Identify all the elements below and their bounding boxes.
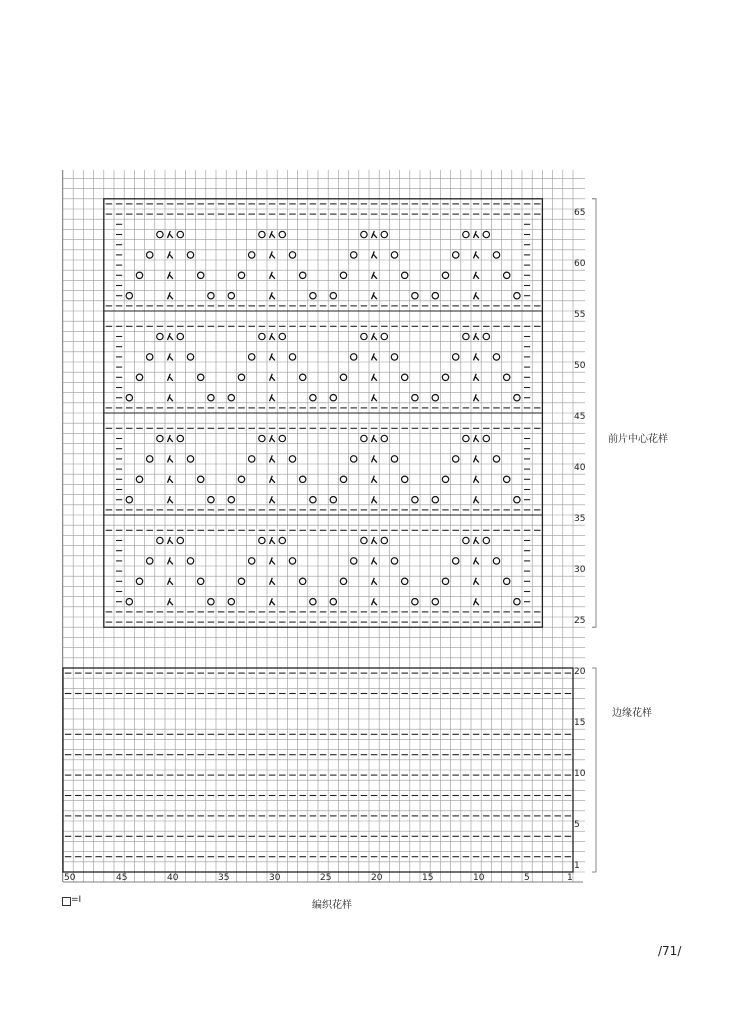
decrease-symbol — [270, 557, 275, 564]
yarn-over-symbol — [463, 435, 469, 441]
row-number: 10 — [574, 769, 586, 780]
decrease-symbol — [372, 394, 377, 401]
yarn-over-symbol — [391, 456, 397, 462]
yarn-over-symbol — [136, 272, 142, 278]
legend-text: =Ⅰ — [71, 895, 82, 905]
yarn-over-symbol — [238, 374, 244, 380]
row-number: 65 — [574, 208, 586, 219]
yarn-over-symbol — [442, 374, 448, 380]
decrease-symbol — [474, 476, 479, 483]
decrease-symbol — [474, 578, 479, 585]
column-number: 25 — [320, 873, 332, 883]
decrease-symbol — [474, 374, 479, 381]
yarn-over-symbol — [412, 293, 418, 299]
column-number: 50 — [64, 873, 76, 883]
yarn-over-symbol — [412, 599, 418, 605]
yarn-over-symbol — [463, 231, 469, 237]
yarn-over-symbol — [504, 578, 510, 584]
decrease-symbol — [474, 333, 479, 340]
yarn-over-symbol — [402, 578, 408, 584]
decrease-symbol — [270, 333, 275, 340]
yarn-over-symbol — [310, 599, 316, 605]
yarn-over-symbol — [310, 395, 316, 401]
decrease-symbol — [372, 272, 377, 279]
yarn-over-symbol — [208, 395, 214, 401]
yarn-over-symbol — [504, 374, 510, 380]
yarn-over-symbol — [249, 558, 255, 564]
decrease-symbol — [372, 455, 377, 462]
yarn-over-symbol — [157, 231, 163, 237]
yarn-over-symbol — [238, 578, 244, 584]
column-number: 20 — [371, 873, 383, 883]
yarn-over-symbol — [493, 558, 499, 564]
yarn-over-symbol — [391, 558, 397, 564]
column-number: 35 — [218, 873, 230, 883]
yarn-over-symbol — [300, 272, 306, 278]
row-number: 40 — [574, 463, 586, 474]
row-number: 1 — [574, 860, 580, 871]
yarn-over-symbol — [177, 333, 183, 339]
column-number: 30 — [269, 873, 281, 883]
yarn-over-symbol — [330, 497, 336, 503]
yarn-over-symbol — [391, 252, 397, 258]
yarn-over-symbol — [198, 578, 204, 584]
yarn-over-symbol — [330, 599, 336, 605]
decrease-symbol — [474, 435, 479, 442]
upper-bracket — [592, 199, 596, 627]
yarn-over-symbol — [310, 497, 316, 503]
yarn-over-symbol — [432, 293, 438, 299]
decrease-symbol — [372, 537, 377, 544]
yarn-over-symbol — [432, 395, 438, 401]
yarn-over-symbol — [330, 293, 336, 299]
yarn-over-symbol — [453, 456, 459, 462]
decrease-symbol — [168, 578, 173, 585]
page-number: /71/ — [658, 944, 682, 958]
yarn-over-symbol — [483, 435, 489, 441]
yarn-over-symbol — [187, 558, 193, 564]
yarn-over-symbol — [289, 558, 295, 564]
yarn-over-symbol — [463, 537, 469, 543]
yarn-over-symbol — [453, 354, 459, 360]
yarn-over-symbol — [340, 272, 346, 278]
decrease-symbol — [270, 394, 275, 401]
yarn-over-symbol — [289, 456, 295, 462]
yarn-over-symbol — [340, 476, 346, 482]
yarn-over-symbol — [300, 578, 306, 584]
yarn-over-symbol — [228, 395, 234, 401]
decrease-symbol — [372, 251, 377, 258]
yarn-over-symbol — [187, 252, 193, 258]
decrease-symbol — [168, 374, 173, 381]
lower-section-label: 边缘花样 — [612, 708, 652, 719]
yarn-over-symbol — [381, 435, 387, 441]
yarn-over-symbol — [228, 497, 234, 503]
yarn-over-symbol — [136, 476, 142, 482]
yarn-over-symbol — [259, 537, 265, 543]
yarn-over-symbol — [147, 558, 153, 564]
row-number: 30 — [574, 565, 586, 576]
yarn-over-symbol — [483, 333, 489, 339]
legend-blank-cell — [62, 897, 71, 906]
row-number: 20 — [574, 667, 586, 678]
yarn-over-symbol — [483, 231, 489, 237]
yarn-over-symbol — [493, 252, 499, 258]
yarn-over-symbol — [249, 252, 255, 258]
section-brackets — [592, 199, 596, 872]
yarn-over-symbol — [136, 374, 142, 380]
yarn-over-symbol — [177, 231, 183, 237]
decrease-symbol — [372, 353, 377, 360]
decrease-symbol — [168, 598, 173, 605]
yarn-over-symbol — [483, 537, 489, 543]
row-number: 45 — [574, 412, 586, 423]
yarn-over-symbol — [361, 435, 367, 441]
yarn-over-symbol — [228, 293, 234, 299]
yarn-over-symbol — [289, 354, 295, 360]
yarn-over-symbol — [249, 456, 255, 462]
yarn-over-symbol — [126, 395, 132, 401]
decrease-symbol — [270, 537, 275, 544]
decrease-symbol — [270, 272, 275, 279]
yarn-over-symbol — [126, 599, 132, 605]
decrease-symbol — [270, 292, 275, 299]
decrease-symbol — [372, 598, 377, 605]
yarn-over-symbol — [351, 354, 357, 360]
column-number: 10 — [473, 873, 485, 883]
yarn-over-symbol — [126, 293, 132, 299]
decrease-symbol — [270, 455, 275, 462]
decrease-symbol — [168, 292, 173, 299]
yarn-over-symbol — [330, 395, 336, 401]
decrease-symbol — [168, 537, 173, 544]
decrease-symbol — [168, 333, 173, 340]
decrease-symbol — [372, 557, 377, 564]
yarn-over-symbol — [177, 537, 183, 543]
yarn-over-symbol — [157, 537, 163, 543]
yarn-over-symbol — [300, 374, 306, 380]
yarn-over-symbol — [279, 231, 285, 237]
yarn-over-symbol — [514, 395, 520, 401]
yarn-over-symbol — [442, 476, 448, 482]
decrease-symbol — [372, 476, 377, 483]
decrease-symbol — [168, 353, 173, 360]
decrease-symbol — [372, 374, 377, 381]
lower-bracket — [592, 668, 596, 872]
yarn-over-symbol — [361, 333, 367, 339]
decrease-symbol — [168, 455, 173, 462]
yarn-over-symbol — [504, 476, 510, 482]
yarn-over-symbol — [381, 537, 387, 543]
yarn-over-symbol — [300, 476, 306, 482]
yarn-over-symbol — [412, 497, 418, 503]
chart-caption: 编织花样 — [312, 900, 352, 911]
yarn-over-symbol — [259, 435, 265, 441]
yarn-over-symbol — [493, 354, 499, 360]
row-number: 5 — [574, 820, 580, 831]
yarn-over-symbol — [279, 333, 285, 339]
yarn-over-symbol — [208, 497, 214, 503]
yarn-over-symbol — [361, 231, 367, 237]
yarn-over-symbol — [157, 333, 163, 339]
yarn-over-symbol — [351, 558, 357, 564]
yarn-over-symbol — [493, 456, 499, 462]
decrease-symbol — [474, 394, 479, 401]
decrease-symbol — [474, 496, 479, 503]
decrease-symbol — [270, 578, 275, 585]
column-number: 1 — [567, 873, 573, 883]
decrease-symbol — [168, 272, 173, 279]
yarn-over-symbol — [340, 374, 346, 380]
yarn-over-symbol — [228, 599, 234, 605]
decrease-symbol — [372, 292, 377, 299]
yarn-over-symbol — [351, 252, 357, 258]
yarn-over-symbol — [453, 252, 459, 258]
decrease-symbol — [372, 435, 377, 442]
yarn-over-symbol — [279, 435, 285, 441]
yarn-over-symbol — [187, 354, 193, 360]
row-number: 60 — [574, 259, 586, 270]
yarn-over-symbol — [177, 435, 183, 441]
decrease-symbol — [372, 578, 377, 585]
yarn-over-symbol — [259, 333, 265, 339]
decrease-symbol — [270, 231, 275, 238]
decrease-symbol — [372, 333, 377, 340]
decrease-symbol — [474, 353, 479, 360]
yarn-over-symbol — [463, 333, 469, 339]
yarn-over-symbol — [279, 537, 285, 543]
decrease-symbol — [168, 231, 173, 238]
decrease-symbol — [372, 231, 377, 238]
upper-section-label: 前片中心花样 — [608, 434, 668, 445]
yarn-over-symbol — [147, 456, 153, 462]
yarn-over-symbol — [514, 497, 520, 503]
column-number: 5 — [524, 873, 530, 883]
yarn-over-symbol — [198, 272, 204, 278]
decrease-symbol — [270, 353, 275, 360]
decrease-symbol — [270, 496, 275, 503]
yarn-over-symbol — [514, 599, 520, 605]
yarn-over-symbol — [238, 272, 244, 278]
yarn-over-symbol — [289, 252, 295, 258]
yarn-over-symbol — [187, 456, 193, 462]
yarn-over-symbol — [361, 537, 367, 543]
yarn-over-symbol — [402, 272, 408, 278]
yarn-over-symbol — [310, 293, 316, 299]
yarn-over-symbol — [208, 293, 214, 299]
yarn-over-symbol — [432, 497, 438, 503]
yarn-over-symbol — [157, 435, 163, 441]
yarn-over-symbol — [442, 272, 448, 278]
decrease-symbol — [168, 435, 173, 442]
yarn-over-symbol — [249, 354, 255, 360]
decrease-symbol — [474, 455, 479, 462]
yarn-over-symbol — [442, 578, 448, 584]
decrease-symbol — [474, 272, 479, 279]
decrease-symbol — [474, 557, 479, 564]
yarn-over-symbol — [147, 252, 153, 258]
decrease-symbol — [270, 251, 275, 258]
yarn-over-symbol — [412, 395, 418, 401]
row-number: 15 — [574, 718, 586, 729]
yarn-over-symbol — [126, 497, 132, 503]
decrease-symbol — [474, 292, 479, 299]
decrease-symbol — [168, 251, 173, 258]
decrease-symbol — [168, 394, 173, 401]
yarn-over-symbol — [340, 578, 346, 584]
yarn-over-symbol — [402, 374, 408, 380]
column-number: 15 — [422, 873, 434, 883]
yarn-over-symbol — [504, 272, 510, 278]
row-number: 55 — [574, 310, 586, 321]
yarn-over-symbol — [147, 354, 153, 360]
yarn-over-symbol — [514, 293, 520, 299]
decrease-symbol — [168, 557, 173, 564]
decrease-symbol — [270, 435, 275, 442]
yarn-over-symbol — [136, 578, 142, 584]
decrease-symbol — [474, 231, 479, 238]
yarn-over-symbol — [238, 476, 244, 482]
yarn-over-symbol — [198, 476, 204, 482]
decrease-symbol — [270, 374, 275, 381]
decrease-symbol — [168, 476, 173, 483]
yarn-over-symbol — [381, 333, 387, 339]
column-number: 40 — [167, 873, 179, 883]
decrease-symbol — [474, 598, 479, 605]
decrease-symbol — [474, 251, 479, 258]
decrease-symbol — [168, 496, 173, 503]
decrease-symbol — [270, 598, 275, 605]
yarn-over-symbol — [381, 231, 387, 237]
row-number: 35 — [574, 514, 586, 525]
decrease-symbol — [474, 537, 479, 544]
row-number: 25 — [574, 616, 586, 627]
column-number: 45 — [116, 873, 128, 883]
yarn-over-symbol — [351, 456, 357, 462]
yarn-over-symbol — [198, 374, 204, 380]
decrease-symbol — [372, 496, 377, 503]
yarn-over-symbol — [402, 476, 408, 482]
decrease-symbol — [270, 476, 275, 483]
row-number: 50 — [574, 361, 586, 372]
yarn-over-symbol — [391, 354, 397, 360]
yarn-over-symbol — [453, 558, 459, 564]
yarn-over-symbol — [432, 599, 438, 605]
yarn-over-symbol — [259, 231, 265, 237]
yarn-over-symbol — [208, 599, 214, 605]
